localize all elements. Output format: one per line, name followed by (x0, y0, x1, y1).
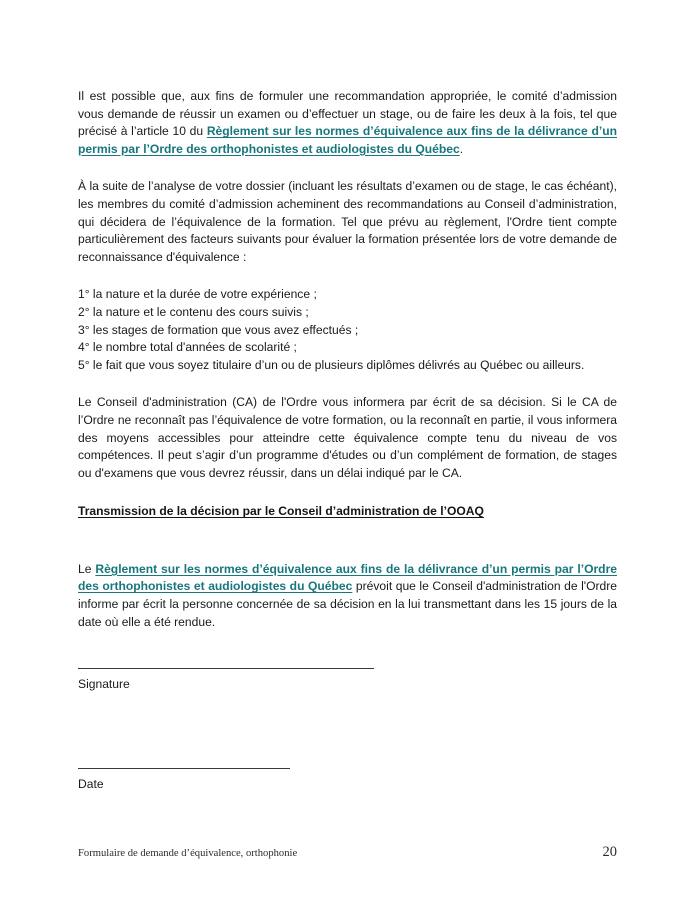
date-label: Date (78, 777, 104, 791)
list-item: 4° le nombre total d'années de scolarité ; (78, 340, 297, 355)
regulation-link-2[interactable]: Règlement sur les normes d’équivalence aux fins de la délivrance d’un permis par l’Ordre des orthophonistes et audiologistes du Québec (78, 561, 617, 594)
list-item: 2° la nature et le contenu des cours suivis ; (78, 304, 309, 319)
document-content (78, 88, 617, 631)
footer-document-title: Formulaire de demande d’équivalence, orthophonie (78, 848, 298, 859)
date-line[interactable] (78, 768, 290, 769)
regulation-link-1[interactable]: Règlement sur les normes d’équivalence aux fins de la délivrance d’un permis par l’Ordre des orthophonistes et audiologistes du Québec (78, 124, 617, 156)
date-field-block (78, 768, 290, 792)
page-footer (78, 845, 617, 861)
signature-label: Signature (78, 677, 130, 691)
paragraph-4-tail-text: prévoit que le Conseil d'administration de l'Ordre informe par écrit la personne concernée de sa décision en la lui transmettant dans les 15 jours de la date où elle a été rendue. (78, 579, 617, 629)
list-item: 5° le fait que vous soyez titulaire d’un ou de plusieurs diplômes délivrés au Québec ou ailleurs. (78, 357, 585, 372)
footer-page-number: 20 (602, 844, 617, 860)
list-item: 1° la nature et la durée de votre expérience ; (78, 287, 317, 302)
page-title: Transmission de la décision par le Conseil d’administration de l’OOAQ (78, 504, 484, 519)
paragraph-board-decision: Le Conseil d'administration (CA) de l'Ordre vous informera par écrit de sa décision. Si le CA de l’Ordre ne reconnaît pas l’équivalence de votre formation, ou la reconnaît en partie, il vous informera des moyens accessibles pour atteindre cette équivalence compte tenu du niveau de vos compétences. Il peut s’agir d’un programme d'études ou d’un complément de formation, de stages ou d'examens que vous devrez réussir, dans un délai indiqué par le CA. (78, 395, 617, 480)
list-item: 3° les stages de formation que vous avez effectués ; (78, 322, 359, 337)
paragraph-4-lead-text: Le (78, 561, 96, 576)
paragraph-file-analysis: À la suite de l’analyse de votre dossier (incluant les résultats d’examen ou de stage, le cas échéant), les membres du comité d’admission acheminent des recommandations au Conseil d’administration, qui décidera de l’équivalence de la formation. Tel que prévu au règlement, l'Ordre tient compte particulièrement des facteurs suivants pour évaluer la formation présentée lors de votre demande de reconnaissance d'équivalence : (78, 179, 617, 264)
paragraph-1-tail-text: . (459, 141, 464, 156)
paragraph-transmission-delay (78, 561, 617, 631)
criteria-list (78, 286, 617, 374)
signature-line[interactable] (78, 668, 374, 669)
paragraph-1-lead-text: Il est possible que, aux fins de formuler une recommandation appropriée, le comité d’admission vous demande de réussir un examen ou d’effectuer un stage, ou de faire les deux à la fois, tel que précisé à l’article 10 du (78, 89, 617, 139)
paragraph-admission-committee (78, 88, 617, 158)
section-heading-wrapper (78, 502, 617, 541)
signature-field-block (78, 668, 374, 692)
